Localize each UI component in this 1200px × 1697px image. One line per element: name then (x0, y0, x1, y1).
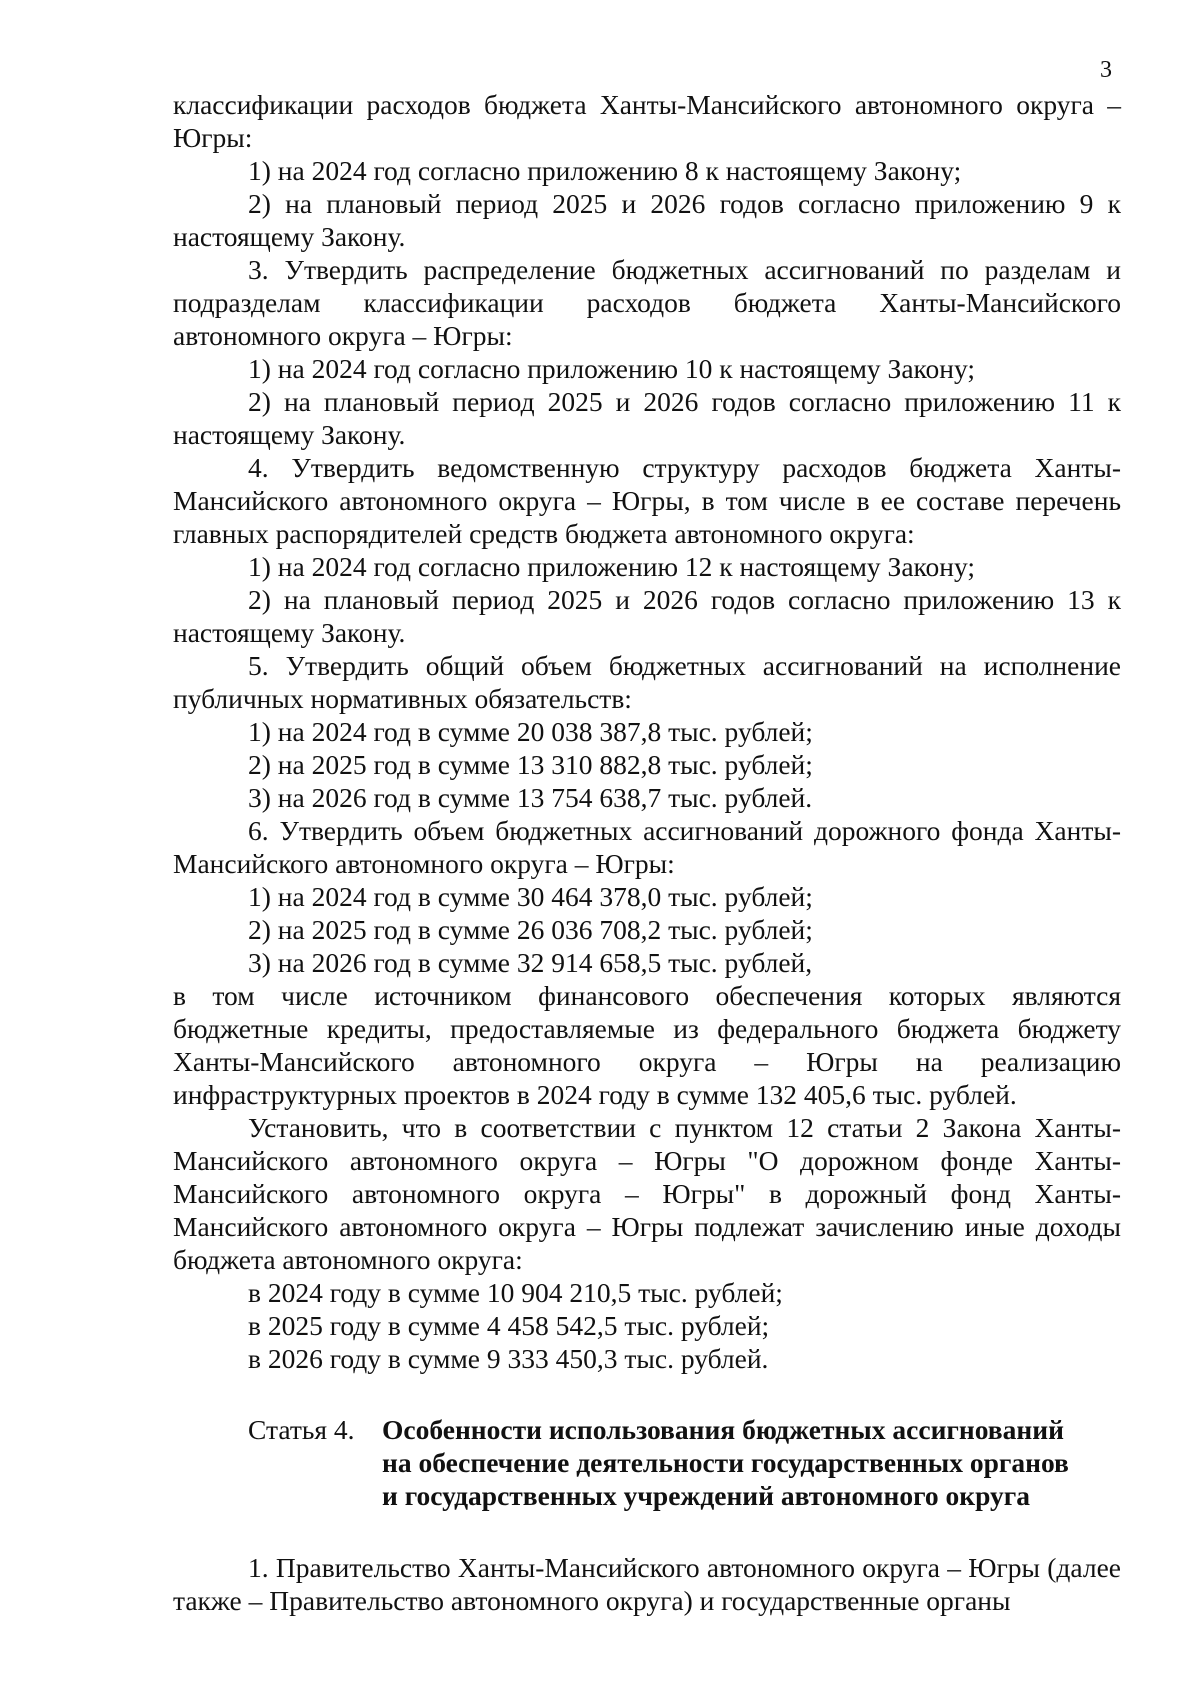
paragraph: 5. Утвердить общий объем бюджетных ассигнований на исполнение публичных нормативных обязательств: (173, 650, 1121, 714)
paragraph: в 2025 году в сумме 4 458 542,5 тыс. рублей; (248, 1310, 770, 1341)
paragraph: 2) на 2025 год в сумме 26 036 708,2 тыс. рублей; (248, 914, 813, 945)
paragraph: 3. Утвердить распределение бюджетных ассигнований по разделам и подразделам классификации расходов бюджета Ханты-Мансийского автономного округа – Югры: (173, 254, 1121, 351)
paragraph: в том числе источником финансового обеспечения которых являются бюджетные кредиты, предоставляемые из федерального бюджета бюджету Ханты-Мансийского автономного округа – Югры на реализацию инфраструктурных проектов в 2024 году в сумме 132 405,6 тыс. рублей. (173, 980, 1121, 1110)
paragraph: 2) на плановый период 2025 и 2026 годов согласно приложению 11 к настоящему Закону. (173, 386, 1121, 450)
paragraph: 1. Правительство Ханты-Мансийского автономного округа – Югры (далее также – Правительство автономного округа) и государственные органы (173, 1552, 1121, 1616)
page-number: 3 (1100, 57, 1112, 83)
paragraphs-before-article (173, 88, 1121, 1375)
paragraph: 2) на плановый период 2025 и 2026 годов согласно приложению 13 к настоящему Закону. (173, 584, 1121, 648)
paragraph: в 2024 году в сумме 10 904 210,5 тыс. рублей; (248, 1277, 783, 1308)
paragraph: 6. Утвердить объем бюджетных ассигнований дорожного фонда Ханты-Мансийского автономного округа – Югры: (173, 815, 1121, 879)
paragraph: 1) на 2024 год согласно приложению 10 к настоящему Закону; (248, 353, 975, 384)
article-label: Статья 4. (248, 1414, 355, 1445)
paragraph: 1) на 2024 год в сумме 20 038 387,8 тыс. рублей; (248, 716, 813, 747)
paragraph: 4. Утвердить ведомственную структуру расходов бюджета Ханты-Мансийского автономного округа – Югры, в том числе в ее составе перечень главных распорядителей средств бюджета автономного округа: (173, 452, 1121, 549)
paragraph: 1) на 2024 год в сумме 30 464 378,0 тыс. рублей; (248, 881, 813, 912)
document-body (173, 88, 1121, 1617)
paragraphs-after-article (173, 1551, 1121, 1617)
paragraph: 3) на 2026 год в сумме 32 914 658,5 тыс. рублей, (248, 947, 813, 978)
paragraph: в 2026 году в сумме 9 333 450,3 тыс. рублей. (248, 1343, 769, 1374)
paragraph: классификации расходов бюджета Ханты-Мансийского автономного округа – Югры: (173, 89, 1121, 153)
paragraph: 1) на 2024 год согласно приложению 12 к настоящему Закону; (248, 551, 975, 582)
paragraph: 3) на 2026 год в сумме 13 754 638,7 тыс. рублей. (248, 782, 813, 813)
paragraph: Установить, что в соответствии с пунктом 12 статьи 2 Закона Ханты-Мансийского автономного округа – Югры "О дорожном фонде Ханты-Мансийского автономного округа – Югры" в дорожный фонд Ханты-Мансийского автономного округа – Югры подлежат зачислению иные доходы бюджета автономного округа: (173, 1112, 1121, 1275)
article-title-line: на обеспечение деятельности государственных органов (382, 1447, 1069, 1478)
paragraph: 2) на 2025 год в сумме 13 310 882,8 тыс. рублей; (248, 749, 813, 780)
article-title (382, 1413, 1121, 1512)
paragraph: 2) на плановый период 2025 и 2026 годов согласно приложению 9 к настоящему Закону. (173, 188, 1121, 252)
article-heading (173, 1413, 1121, 1512)
paragraph: 1) на 2024 год согласно приложению 8 к настоящему Закону; (248, 155, 962, 186)
article-title-line: и государственных учреждений автономного округа (382, 1480, 1031, 1511)
article-title-line: Особенности использования бюджетных ассигнований (382, 1414, 1064, 1445)
